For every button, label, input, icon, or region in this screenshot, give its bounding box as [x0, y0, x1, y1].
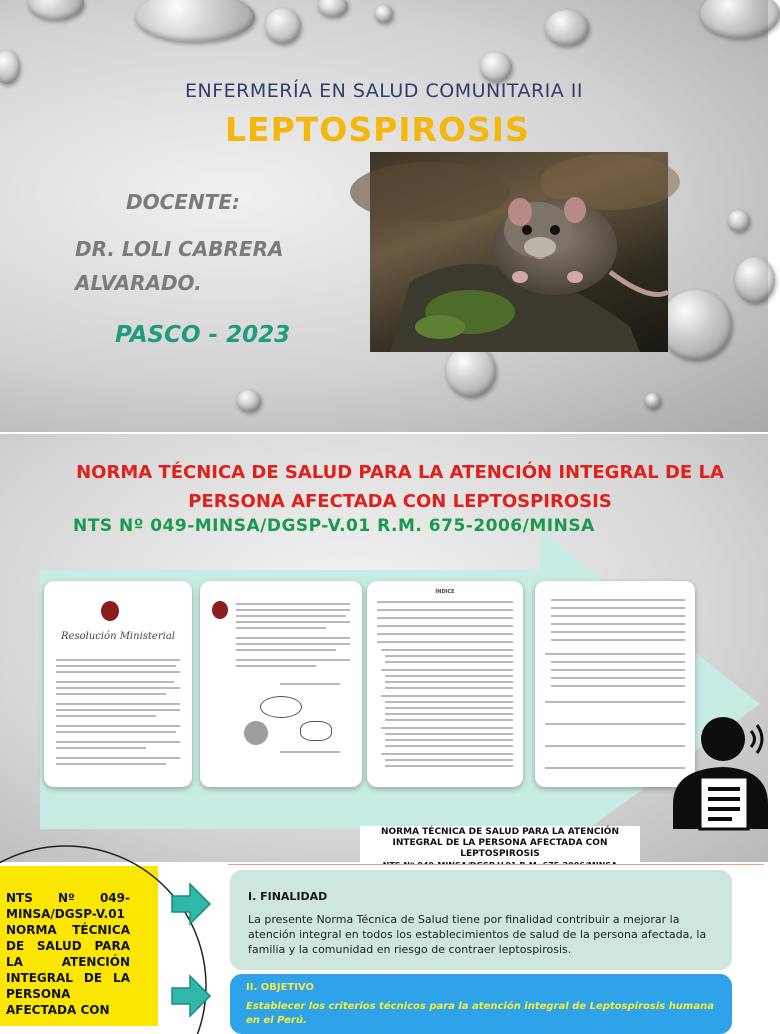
- seal-mark: [244, 721, 268, 745]
- peru-coat-of-arms-icon: [101, 601, 119, 621]
- course-title: ENFERMERÍA EN SALUD COMUNITARIA II: [185, 80, 583, 102]
- water-drop: [700, 0, 780, 38]
- caption-title: NORMA TÉCNICA DE SALUD PARA LA ATENCIÓN INTEGRAL DE LA PERSONA AFECTADA CON LEPTOSPIROSIS: [381, 827, 619, 859]
- finalidad-text: La presente Norma Técnica de Salud tiene por finalidad contribuir a mejorar la atención integral en todos los establecimientos de salud de la persona afectada, la familia y la comunidad en riesgo de contraer leptospirosis.: [248, 913, 707, 956]
- rat-illustration: [370, 152, 668, 352]
- objetivo-heading: II. OBJETIVO: [246, 982, 315, 993]
- place-year: PASCO - 2023: [115, 322, 291, 348]
- rat-photo: [370, 152, 668, 352]
- objetivo-text: Establecer los criterios técnicos para la atención integral de Leptospirosis humana en el Perú.: [246, 1001, 714, 1026]
- water-drop: [265, 8, 301, 44]
- title-slide: [0, 0, 768, 432]
- finalidad-box: [230, 870, 732, 970]
- objetivo-box: [230, 974, 732, 1034]
- norma-title: NORMA TÉCNICA DE SALUD PARA LA ATENCIÓN INTEGRAL DE LA PERSONA AFECTADA CON LEPTOSPIROSIS: [76, 462, 724, 512]
- water-drop: [318, 0, 348, 17]
- water-drop: [728, 210, 750, 232]
- nts-left-text: NTS Nº 049-MINSA/DGSP-V.01 NORMA TÉCNICA DE SALUD PARA LA ATENCIÓN INTEGRAL DE LA PERSONA AFECTADA CON: [6, 891, 130, 1017]
- finalidad-heading: I. FINALIDAD: [248, 890, 328, 903]
- teal-arrow-icon: [170, 882, 212, 926]
- water-drop: [545, 10, 589, 46]
- water-drop: [375, 5, 393, 23]
- signature-mark: [260, 696, 302, 718]
- nts-code: NTS Nº 049-MINSA/DGSP-V.01 R.M. 675-2006/MINSA: [73, 516, 595, 536]
- signature-mark: [300, 721, 332, 741]
- doc1-heading: Resolución Ministerial: [61, 631, 175, 642]
- water-drop: [237, 390, 261, 412]
- resolucion-ministerial-page: [44, 581, 192, 787]
- teal-arrow-icon: [170, 974, 212, 1018]
- water-drop: [28, 0, 84, 20]
- nts-yellow-box: [0, 866, 158, 1026]
- water-drop: [0, 50, 20, 84]
- norma-slide: [0, 434, 768, 862]
- finalidad-slide: [0, 864, 768, 1024]
- water-drop: [660, 290, 732, 360]
- docente-name: DR. LOLI CABRERA ALVARADO.: [75, 237, 284, 295]
- docente-label: DOCENTE:: [126, 190, 240, 214]
- doc3-heading: ÍNDICE: [435, 589, 455, 595]
- water-drop: [135, 0, 255, 42]
- person-reading-icon: [668, 709, 768, 829]
- water-drop: [480, 52, 512, 82]
- main-title: LEPTOSPIROSIS: [225, 110, 530, 149]
- articles-page: [200, 581, 362, 787]
- water-drop: [735, 257, 775, 303]
- water-drop: [446, 345, 496, 397]
- index-page: [367, 581, 523, 787]
- water-drop: [645, 393, 661, 409]
- divider: [228, 864, 764, 865]
- peru-coat-of-arms-icon: [212, 601, 228, 619]
